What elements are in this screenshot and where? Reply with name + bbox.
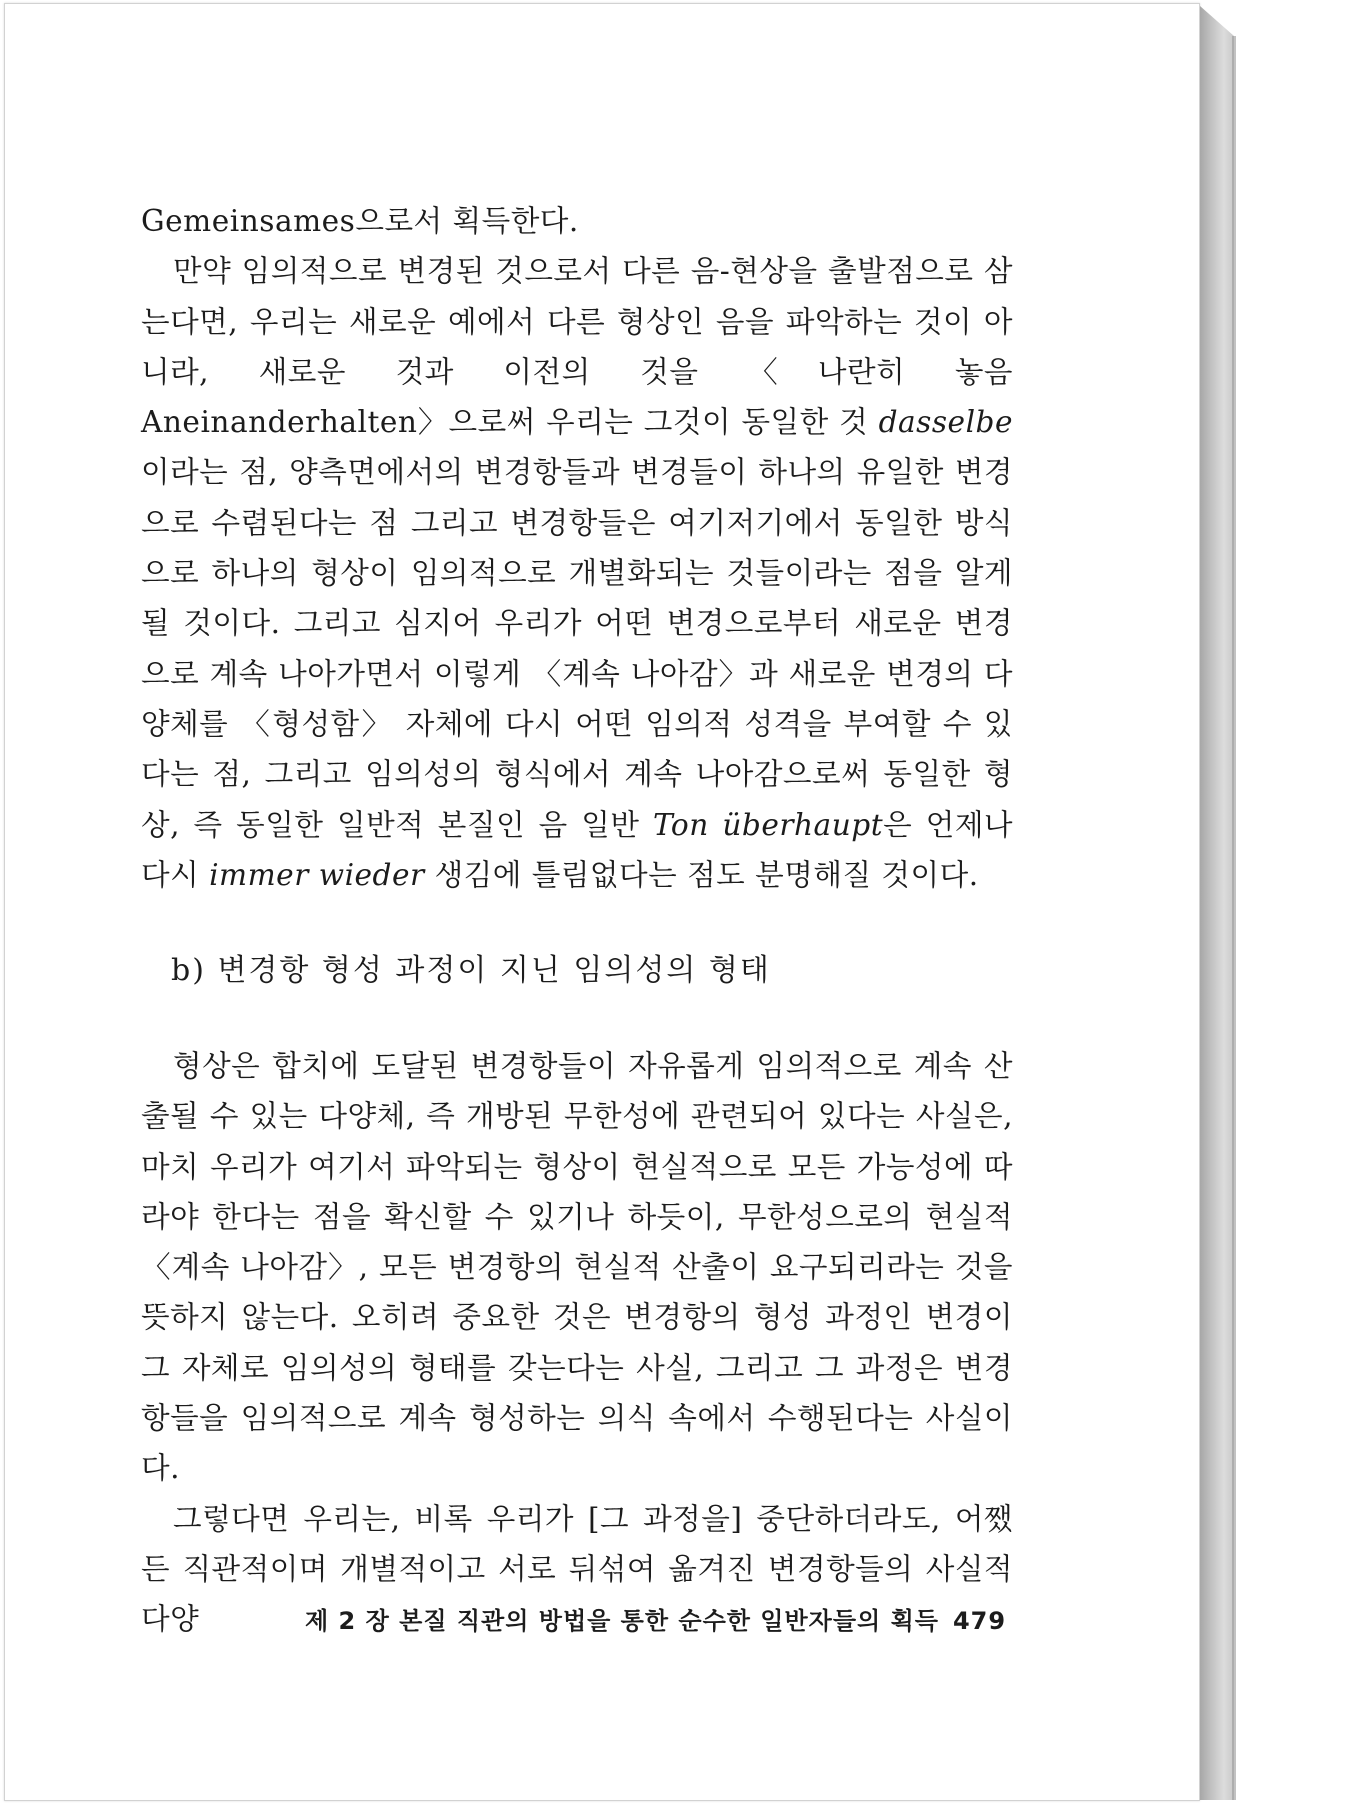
body-text-lower: [141, 1041, 1013, 1645]
body-text-upper: [141, 196, 1013, 900]
paragraph-1-part-c: 은 언제나 다시: [141, 807, 1014, 892]
carryover-line: [141, 196, 1013, 246]
section-heading: b) 변경항 형성 과정이 지닌 임의성의 형태: [171, 953, 771, 988]
page-stack-edge: [1200, 6, 1234, 1800]
paragraph-2: 형상은 합치에 도달된 변경항들이 자유롭게 임의적으로 계속 산출될 수 있는 다양체, 즉 개방된 무한성에 관련되어 있다는 사실은, 마치 우리가 여기서 파악되는 형상이 현실적으로 모든 가능성에 따라야 한다는 점을 확신할 수 있기나 하듯이, 무한성으로의 현실적 〈계속 나아감〉, 모든 변경항의 현실적 산출이 요구되리라는 것을 뜻하지 않는다. 오히려 중요한 것은 변경항의 형성 과정인 변경이 그 자체로 임의성의 형태를 갖는다는 사실, 그리고 그 과정은 변경항들을 임의적으로 계속 형성하는 의식 속에서 수행된다는 사실이다.: [141, 1049, 1013, 1486]
german-term-immer-wieder: immer wieder: [209, 857, 425, 892]
carryover-korean: 으로서 획득한다.: [355, 204, 579, 238]
carryover-german-word: Gemeinsames: [141, 204, 356, 238]
paragraph-1: [141, 246, 1013, 900]
german-term-dasselbe: dasselbe: [878, 405, 1013, 440]
page-stack-shadow: [1232, 36, 1236, 1800]
paragraph-1-part-a: 만약 임의적으로 변경된 것으로서 다른 음-현상을 출발점으로 삼는다면, 우리는 새로운 예에서 다른 형상인 음을 파악하는 것이 아니라, 새로운 것과 이전의 것을 〈나란히 놓음 Aneinanderhalten〉으로써 우리는 그것이 동일한 것: [141, 254, 1013, 440]
running-footer: [305, 1601, 1007, 1636]
chapter-title: 제 2 장 본질 직관의 방법을 통한 순수한 일반자들의 획득: [305, 1607, 939, 1635]
german-term-ton-ueberhaupt: Ton überhaupt: [652, 807, 884, 842]
page-number: 479: [952, 1607, 1007, 1635]
paragraph-1-part-d: 생김에 틀림없다는 점도 분명해질 것이다.: [424, 857, 979, 892]
book-page: [4, 3, 1200, 1801]
paragraph-1-part-b: 이라는 점, 양측면에서의 변경항들과 변경들이 하나의 유일한 변경으로 수렴된다는 점 그리고 변경항들은 여기저기에서 동일한 방식으로 하나의 형상이 임의적으로 개별화되는 것들이라는 점을 알게 될 것이다. 그리고 심지어 우리가 어떤 변경으로부터 새로운 변경으로 계속 나아가면서 이렇게 〈계속 나아감〉과 새로운 변경의 다양체를 〈형성함〉 자체에 다시 어떤 임의적 성격을 부여할 수 있다는 점, 그리고 임의성의 형식에서 계속 나아감으로써 동일한 형상, 즉 동일한 일반적 본질인 음 일반: [141, 455, 1013, 842]
paragraph-3: 그렇다면 우리는, 비록 우리가 [그 과정을] 중단하더라도, 어쨌든 직관적이며 개별적이고 서로 뒤섞여 옮겨진 변경항들의 사실적 다양: [141, 1501, 1013, 1637]
